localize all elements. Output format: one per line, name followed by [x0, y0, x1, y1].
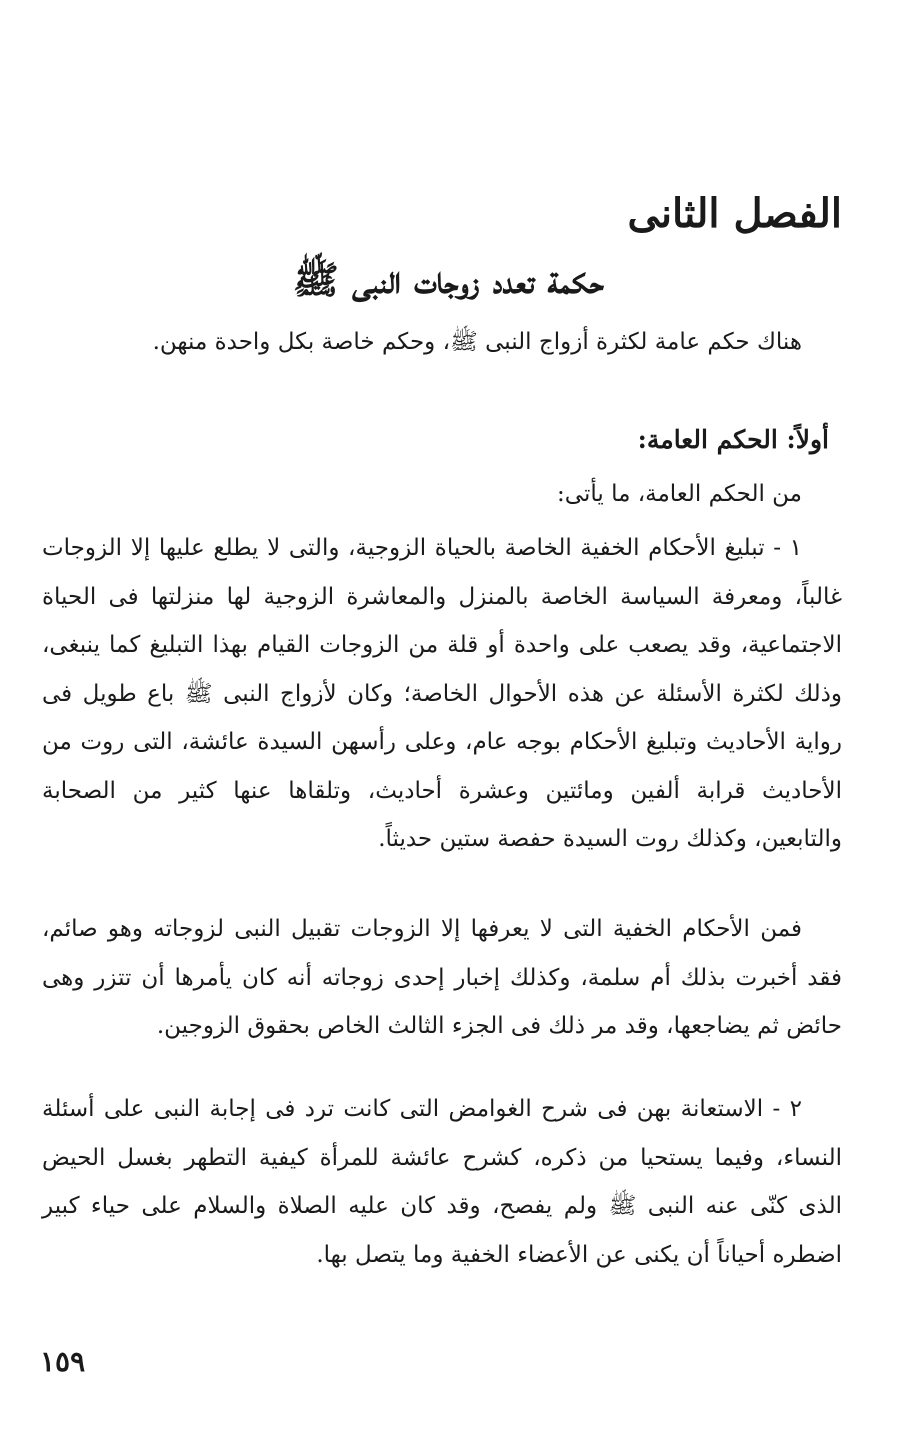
paragraph-hidden-rulings: فمن الأحكام الخفية التى لا يعرفها إلا الزوجات تقبيل النبى لزوجاته وهو صائم، فقد أخبرت بذلك أم سلمة، وكذلك إخبار إحدى زوجاته أنه كان يأمرها أن تتزر وهى حائض ثم يضاجعها، وقد مر ذلك فى الجزء الثالث الخاص بحقوق الزوجين.	[42, 916, 842, 1039]
paragraph-point-1: ١ - تبليغ الأحكام الخفية الخاصة بالحياة الزوجية، والتى لا يطلع عليها إلا الزوجات غالباً، ومعرفة السياسة الخاصة بالمنزل والمعاشرة الزوجية لها منزلتها فى الحياة الاجتماعية، وقد يصعب على واحدة أو قلة من الزوجات القيام بهذا التبليغ كما ينبغى، وذلك لكثرة الأسئلة عن هذه الأحوال الخاصة؛ وكان لأزواج النبى ﷺ باع طويل فى رواية الأحاديث وتبليغ الأحكام بوجه عام، وعلى رأسهن السيدة عائشة، التى روت من الأحاديث قرابة ألفين ومائتين وعشرة أحاديث، وتلقاها عنها كثير من الصحابة والتابعين، وكذلك روت السيدة حفصة ستين حديثاً.	[42, 535, 842, 852]
lead-paragraph: من الحكم العامة، ما يأتى:	[557, 481, 802, 507]
paragraph-point-2: ٢ - الاستعانة بهن فى شرح الغوامض التى كانت ترد فى إجابة النبى على أسئلة النساء، وفيما يستحيا من ذكره، كشرح عائشة للمرأة كيفية التطهر بغسل الحيض الذى كنّى عنه النبى ﷺ ولم يفصح، وقد كان عليه الصلاة والسلام على حياء كبير اضطره أحياناً أن يكنى عن الأعضاء الخفية وما يتصل بها.	[42, 1096, 842, 1268]
chapter-title: حكمة تعدد زوجات النبى ﷺ	[292, 257, 605, 302]
page-number: ١٥٩	[40, 1345, 86, 1378]
section-heading: أولاً: الحكم العامة:	[637, 425, 829, 454]
intro-paragraph: هناك حكم عامة لكثرة أزواج النبى ﷺ، وحكم خاصة بكل واحدة منهن.	[152, 329, 802, 355]
chapter-label: الفصل الثانى	[627, 190, 842, 237]
